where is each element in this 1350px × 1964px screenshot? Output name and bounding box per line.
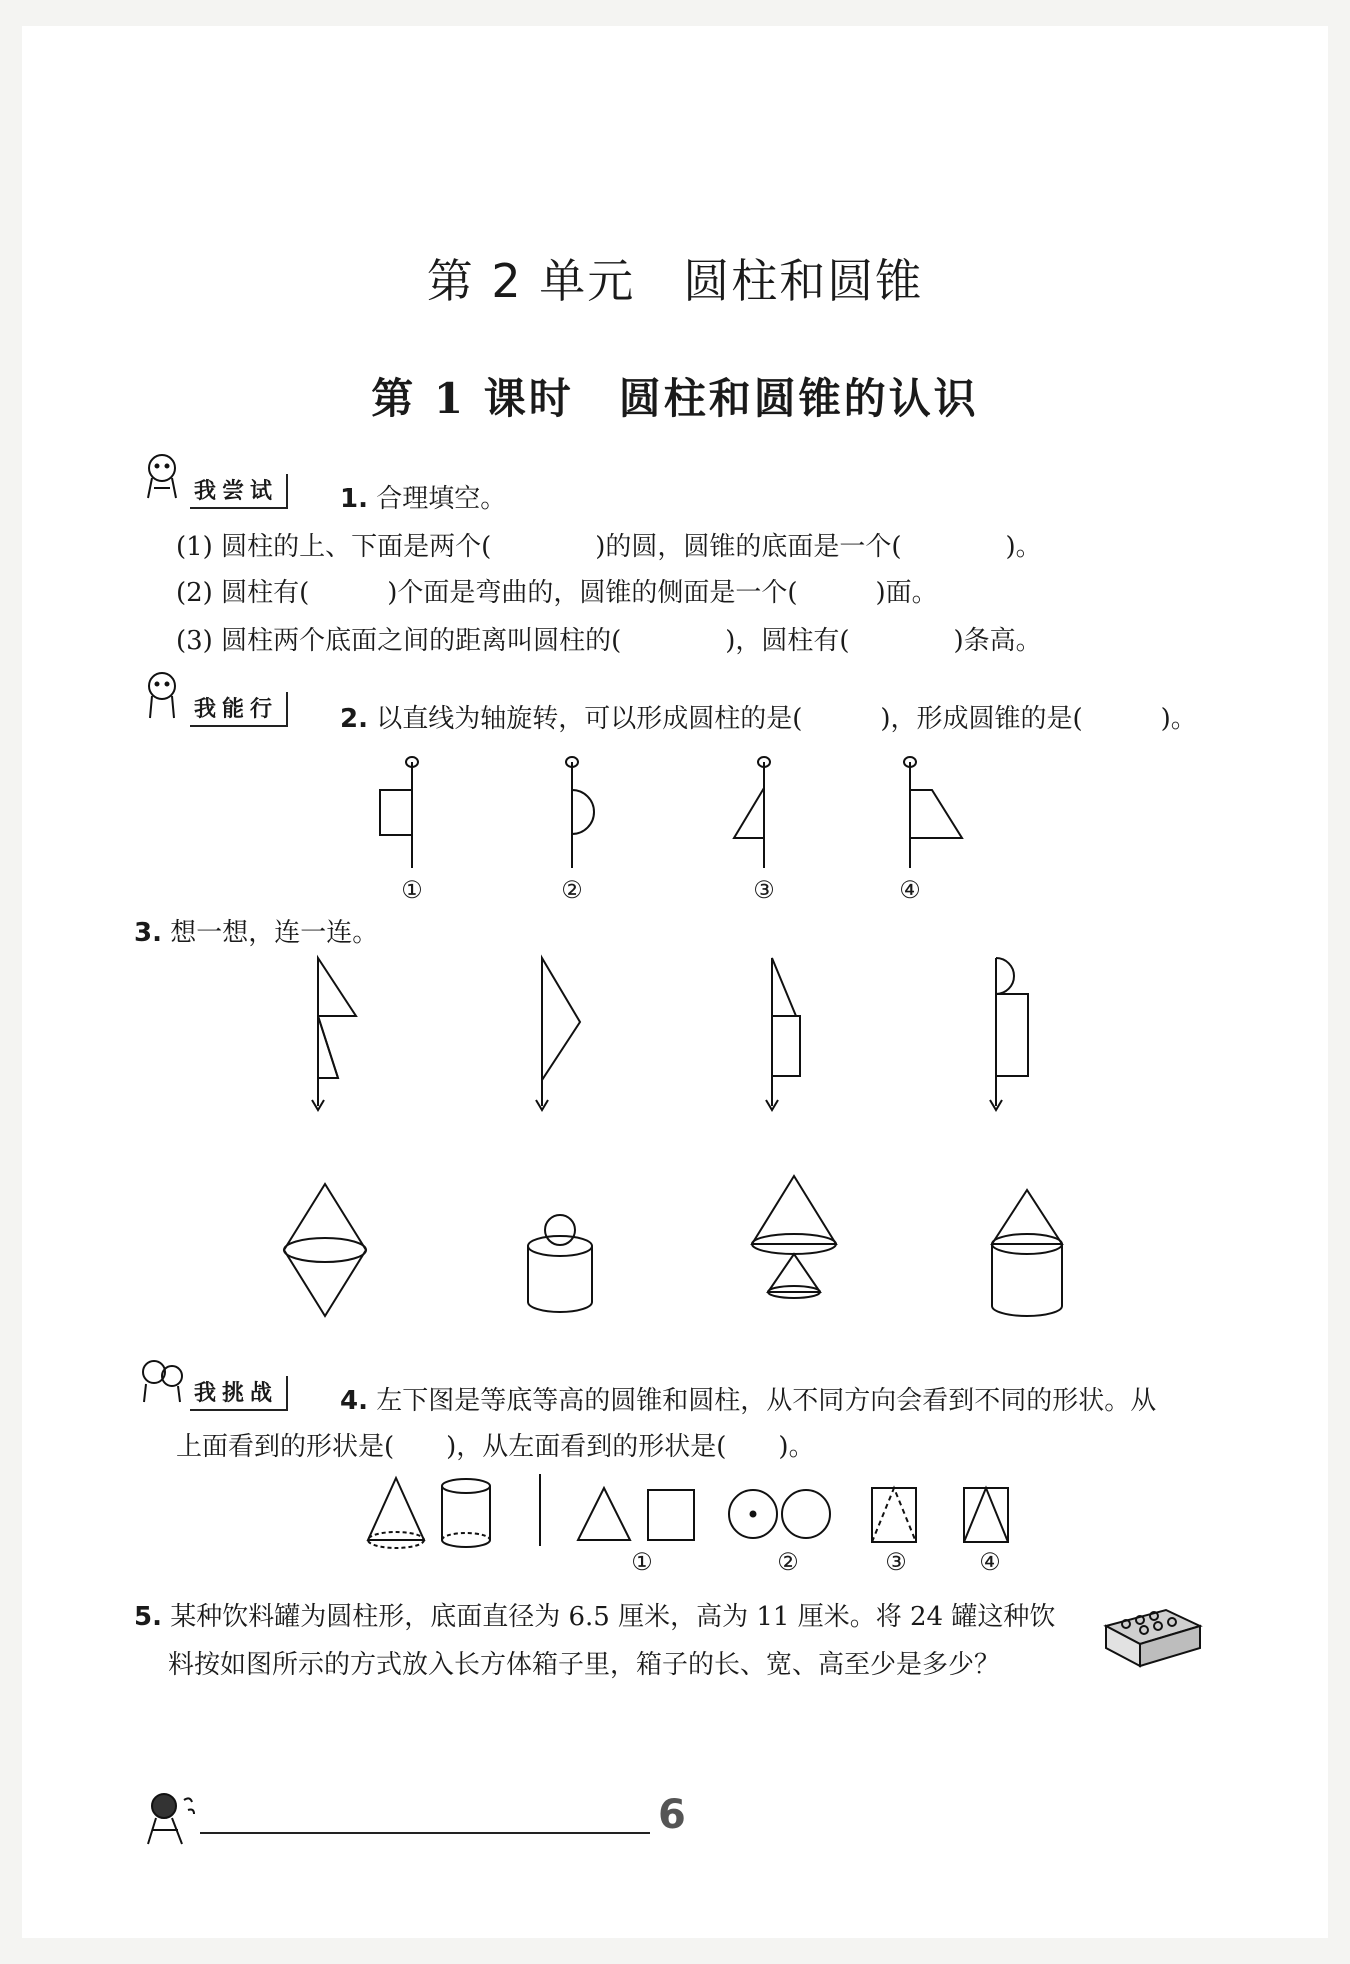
q4-label-1: ① [631,1548,653,1576]
q2-rotation-figures [370,750,970,875]
q1-item-2: (2) 圆柱有( )个面是弯曲的，圆锥的侧面是一个( )面。 [176,578,938,608]
q1-number: 1. [340,484,368,514]
lesson-title: 第 1 课时 圆柱和圆锥的认识 [371,374,979,423]
q4-line-2: 上面看到的形状是( )，从左面看到的形状是( )。 [176,1432,815,1462]
q2-figure-1 [380,757,418,868]
q4-label-2: ② [777,1548,799,1576]
kids-mascot-icon [134,1350,190,1406]
q3-number: 3. [134,918,162,948]
q3-matching-figures [270,950,1070,1330]
q2-figure-3 [734,757,770,868]
footer-rule [200,1832,650,1834]
q3-solid-stacked-cones [752,1176,836,1298]
q4-cylinder-solid [442,1479,490,1547]
q2-figure-4 [904,757,962,868]
unit-title: 第 2 单元 圆柱和圆锥 [426,254,924,308]
q4-text-1: 左下图是等底等高的圆锥和圆柱，从不同方向会看到不同的形状。从 [376,1386,1157,1416]
q4-cone-solid [368,1478,424,1548]
q1-item-3: (3) 圆柱两个底面之间的距离叫圆柱的( )，圆柱有( )条高。 [176,626,1042,656]
girl-mascot-icon [134,448,190,504]
q2-label-1: ① [401,876,423,904]
q3-plane-figure-3 [766,958,800,1110]
boy-mascot-icon [136,1786,200,1850]
q3-plane-figure-2 [536,958,580,1110]
q3-prompt [134,912,378,949]
q2-label-3: ③ [753,876,775,904]
q2-prompt [340,698,1197,735]
q4-line-1 [340,1380,1156,1417]
q5-line-1 [134,1596,1055,1633]
q4-option-2 [729,1490,830,1538]
section-badge-try: 我尝试 [190,474,288,509]
section-badge-challenge: 我挑战 [190,1376,288,1411]
page-number: 6 [658,1792,686,1838]
q2-label-2: ② [561,876,583,904]
q3-solid-cylinder-with-sphere [528,1215,592,1312]
q5-text-1: 某种饮料罐为圆柱形，底面直径为 6.5 厘米，高为 11 厘米。将 24 罐这种饮 [170,1602,1056,1632]
q4-option-3 [872,1488,916,1542]
q2-text: 以直线为轴旋转，可以形成圆柱的是( )，形成圆锥的是( )。 [376,704,1197,734]
q5-line-2: 料按如图所示的方式放入长方体箱子里，箱子的长、宽、高至少是多少？ [168,1650,1001,1680]
section-badge-can: 我能行 [190,692,288,727]
q3-solid-double-cone [284,1184,366,1316]
girl-mascot-icon [134,666,190,722]
q2-figure-2 [566,757,594,868]
q1-prompt [340,478,506,515]
q4-option-1 [578,1488,694,1540]
q3-plane-figure-4 [990,958,1028,1110]
q3-solid-cone-on-cylinder [992,1190,1062,1316]
q4-number: 4. [340,1386,368,1416]
q5-number: 5. [134,1602,162,1632]
can-box-illustration [1096,1596,1206,1676]
q2-number: 2. [340,704,368,734]
q4-label-4: ④ [979,1548,1001,1576]
q1-item-1: (1) 圆柱的上、下面是两个( )的圆，圆锥的底面是一个( )。 [176,532,1042,562]
q3-text: 想一想，连一连。 [170,918,379,948]
q2-label-4: ④ [899,876,921,904]
q4-label-3: ③ [885,1548,907,1576]
q4-view-figures [360,1470,1020,1570]
q4-option-4 [964,1488,1008,1542]
q1-text: 合理填空。 [376,484,507,514]
q3-plane-figure-1 [312,958,356,1110]
